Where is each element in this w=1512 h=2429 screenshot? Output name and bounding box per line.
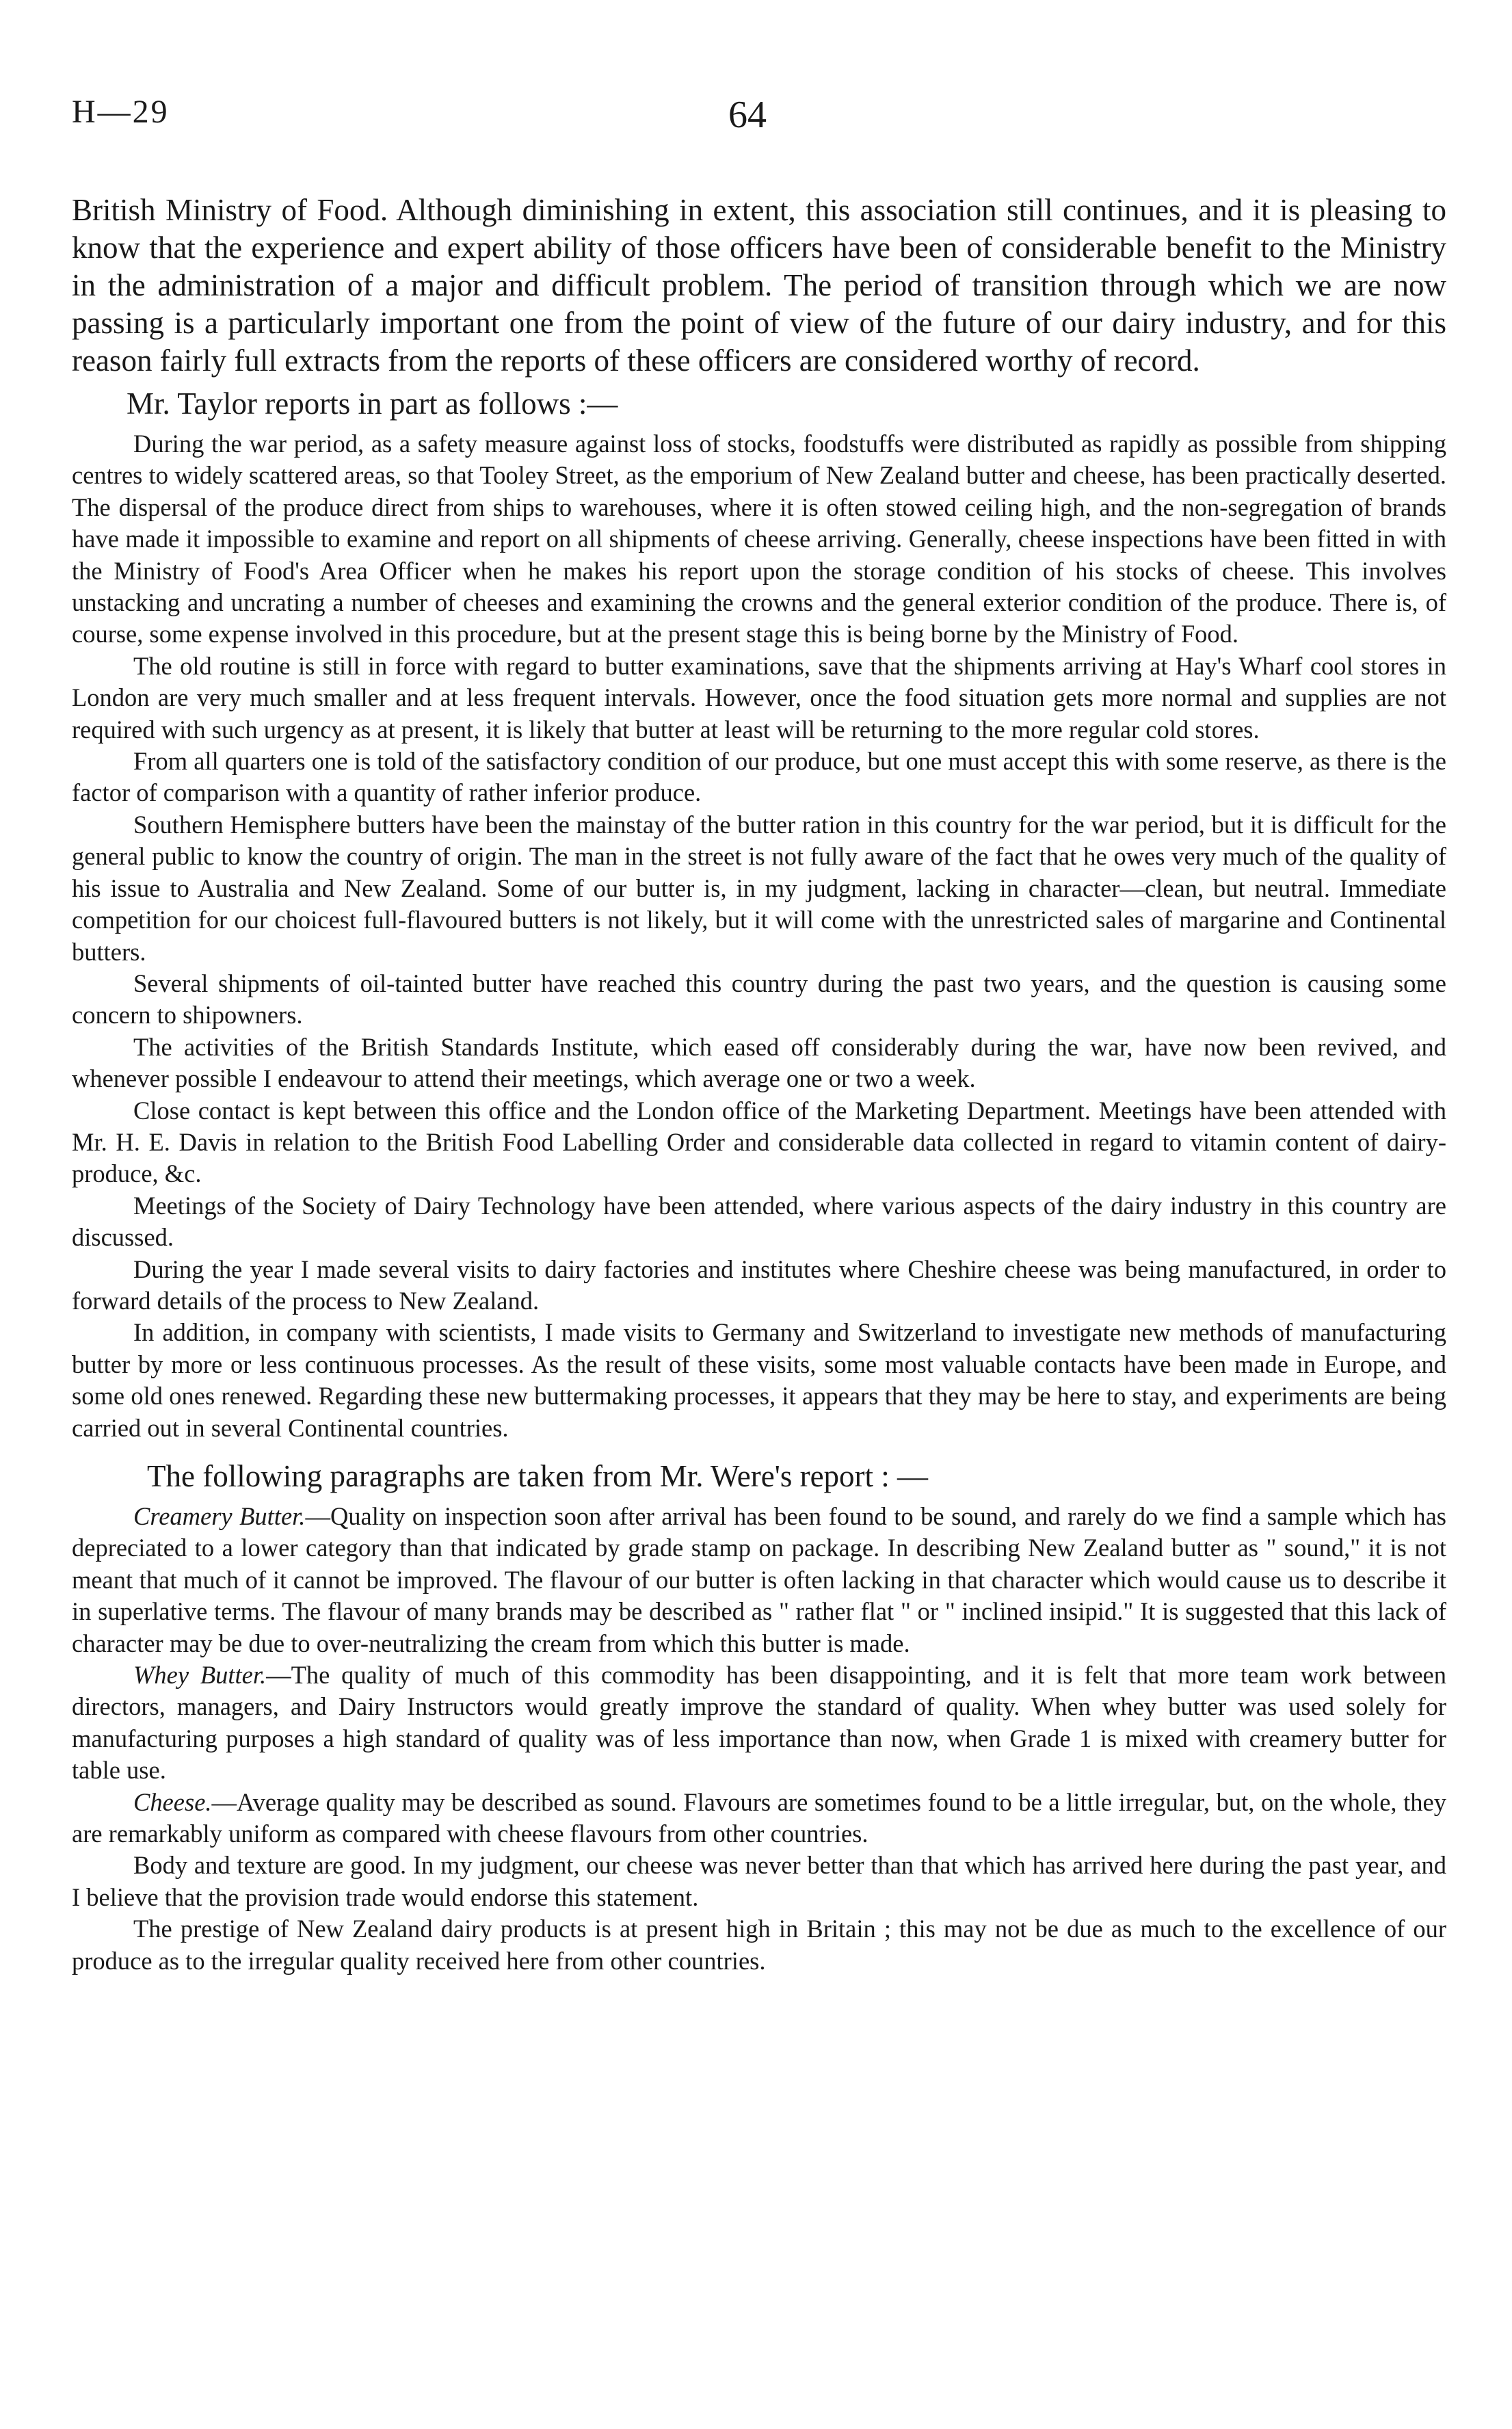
were-paragraph <box>72 1850 1446 1913</box>
were-paragraph <box>72 1913 1446 1977</box>
were-paragraph <box>72 1501 1446 1659</box>
taylor-paragraph: Close contact is kept between this office and the London office of the Marketing Department. Meetings have been attended with Mr. H. E. Davis in relation to the British Food Labelling Order and considerable data collected in regard to vitamin content of dairy-produce, &c. <box>72 1096 1446 1188</box>
were-paragraph-text: —Average quality may be described as sound. Flavours are sometimes found to be a little irregular, but, on the whole, they are remarkably uniform as compared with cheese flavours from other countries. <box>72 1787 1446 1848</box>
taylor-paragraph: Southern Hemisphere butters have been the mainstay of the butter ration in this country for the war period, but it is difficult for the general public to know the country of origin. The man in the street is not fully aware of the fact that he owes very much of the quality of his issue to Australia and New Zealand. Some of our butter is, in my judgment, lacking in character—clean, but neutral. Immediate competition for our choicest full-flavoured butters is not likely, but it will come with the unrestricted sales of margarine and Continental butters. <box>72 810 1446 966</box>
were-paragraph <box>72 1787 1446 1850</box>
page-body <box>72 192 1446 1977</box>
were-paragraph-label: Whey Butter. <box>133 1661 267 1690</box>
taylor-paragraph: The activities of the British Standards Institute, which eased off considerably during the war, have now been revived, and whenever possible I endeavour to attend their meetings, which average one or two a week. <box>72 1032 1446 1093</box>
were-report <box>72 1501 1446 1977</box>
taylor-heading: Mr. Taylor reports in part as follows :— <box>127 386 618 421</box>
taylor-report <box>72 428 1446 1444</box>
taylor-paragraph: In addition, in company with scientists, I made visits to Germany and Switzerland to investigate new methods of manufacturing butter by more or less continuous processes. As the result of these visits, some most valuable contacts have been made in Europe, and some old ones renewed. Regarding these new buttermaking processes, it appears that they may be here to stay, and experiments are being carried out in several Continental countries. <box>72 1318 1446 1442</box>
page-number: 64 <box>728 94 767 136</box>
page-header <box>72 0 1446 136</box>
were-paragraph <box>72 1659 1446 1787</box>
taylor-paragraph: From all quarters one is told of the satisfactory condition of our produce, but one must accept this with some reserve, as there is the factor of comparison with a quantity of rather inferior produce. <box>72 747 1446 807</box>
were-paragraph-label: Creamery Butter. <box>133 1502 306 1530</box>
were-paragraph-text: Body and texture are good. In my judgment, our cheese was never better than that which has arrived here during the past year, and I believe that the provision trade would endorse this statement. <box>72 1851 1446 1911</box>
intro-paragraph: British Ministry of Food. Although diminishing in extent, this association still continues, and it is pleasing to know that the experience and expert ability of those officers have been of considerable benefit to the Ministry in the administration of a major and difficult problem. The period of transition through which we are now passing is a particularly important one from the point of view of the future of our dairy industry, and for this reason fairly full extracts from the reports of these officers are considered worthy of record. <box>72 193 1446 378</box>
report-reference: H—29 <box>72 94 170 130</box>
were-paragraph-label: Cheese. <box>133 1787 212 1816</box>
taylor-paragraph: The old routine is still in force with regard to butter examinations, save that the shipments arriving at Hay's Wharf cool stores in London are very much smaller and at less frequent intervals. However, once the food situation gets more normal and supplies are not required with such urgency as at present, it is likely that butter at least will be returning to the more regular cold stores. <box>72 651 1446 744</box>
taylor-paragraph: Several shipments of oil-tainted butter have reached this country during the past two years, and the question is causing some concern to shipowners. <box>72 969 1446 1029</box>
intro-section <box>72 192 1446 423</box>
were-paragraph-text: The prestige of New Zealand dairy products is at present high in Britain ; this may not be due as much to the excellence of our produce as to the irregular quality received here from other countries. <box>72 1915 1446 1975</box>
were-paragraph-text: —Quality on inspection soon after arrival has been found to be sound, and rarely do we find a sample which has depreciated to a lower category than that indicated by grade stamp on package. In describing New Zealand butter as " sound," it is not meant that much of it cannot be improved. The flavour of our butter is often lacking in that character which would cause us to describe it in superlative terms. The flavour of many brands may be described as " rather flat " or " inclined insipid." It is suggested that this lack of character may be due to over-neutralizing the cream from which this butter is made. <box>72 1502 1447 1657</box>
were-paragraph-text: —The quality of much of this commodity has been disappointing, and it is felt that more team work between directors, managers, and Dairy Instructors would greatly improve the standard of quality. When whey butter was used solely for manufacturing purposes a high standard of quality was of less importance than now, when Grade 1 is mixed with creamery butter for table use. <box>72 1661 1446 1785</box>
document-page <box>72 0 1447 1975</box>
were-heading: The following paragraphs are taken from Mr. Were's report : — <box>147 1459 929 1493</box>
taylor-paragraph: During the war period, as a safety measure against loss of stocks, foodstuffs were distributed as rapidly as possible from shipping centres to widely scattered areas, so that Tooley Street, as the emporium of New Zealand butter and cheese, has been practically deserted. The dispersal of the produce direct from ships to warehouses, where it is often stowed ceiling high, and the non-segregation of brands have made it impossible to examine and report on all shipments of cheese arriving. Generally, cheese inspections have been fitted in with the Ministry of Food's Area Officer when he makes his report upon the storage condition of his stocks of cheese. This involves unstacking and uncrating a number of cheeses and examining the crowns and the general exterior condition of the produce. There is, of course, some expense involved in this procedure, but at the present stage this is being borne by the Ministry of Food. <box>72 430 1446 648</box>
taylor-paragraph: During the year I made several visits to dairy factories and institutes where Cheshire cheese was being manufactured, in order to forward details of the process to New Zealand. <box>72 1255 1446 1315</box>
taylor-paragraph: Meetings of the Society of Dairy Technology have been attended, where various aspects of the dairy industry in this country are discussed. <box>72 1191 1446 1252</box>
